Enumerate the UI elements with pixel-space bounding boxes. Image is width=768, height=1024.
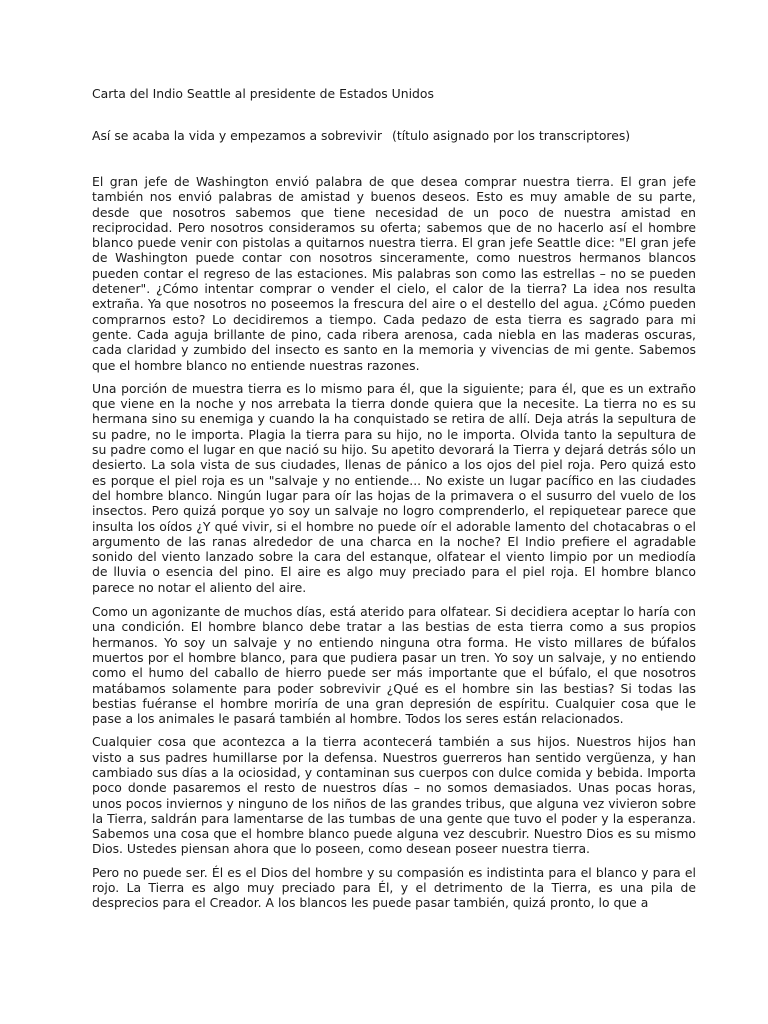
document-body — [92, 174, 696, 919]
document-page — [92, 0, 696, 1024]
document-subtitle — [92, 128, 630, 144]
subtitle-note: (título asignado por los transcriptores) — [392, 128, 631, 143]
subtitle-text: Así se acaba la vida y empezamos a sobrevivir — [92, 128, 382, 143]
document-title: Carta del Indio Seattle al presidente de Estados Unidos — [92, 86, 434, 101]
paragraph: El gran jefe de Washington envió palabra de que desea comprar nuestra tierra. El gran jefe también nos envió palabras de amistad y buenos deseos. Esto es muy amable de su parte, desde que nosotros sabemos que tiene necesidad de un poco de nuestra amistad en reciprocidad. Pero nosotros consideramos su oferta; sabemos que de no hacerlo así el hombre blanco puede venir con pistolas a quitarnos nuestra tierra. El gran jefe Seattle dice: "El gran jefe de Washington puede contar con nosotros sinceramente, como nuestros hermanos blancos pueden contar el regreso de las estaciones. Mis palabras son como las estrellas – no se pueden detener". ¿Cómo intentar comprar o vender el cielo, el calor de la tierra? La idea nos resulta extraña. Ya que nosotros no poseemos la frescura del aire o el destello del agua. ¿Cómo pueden comprarnos esto? Lo decidiremos a tiempo. Cada pedazo de esta tierra es sagrado para mi gente. Cada aguja brillante de pino, cada ribera arenosa, cada niebla en las maderas oscuras, cada claridad y zumbido del insecto es santo en la memoria y vivencias de mi gente. Sabemos que el hombre blanco no entiende nuestras razones. — [92, 174, 696, 373]
paragraph: Como un agonizante de muchos días, está aterido para olfatear. Si decidiera aceptar lo haría con una condición. El hombre blanco debe tratar a las bestias de esta tierra como a sus propios hermanos. Yo soy un salvaje y no entiendo ninguna otra forma. He visto millares de búfalos muertos por el hombre blanco, para que pudiera pasar un tren. Yo soy un salvaje, y no entiendo como el humo del caballo de hierro puede ser más importante que el búfalo, el que nosotros matábamos solamente para poder sobrevivir ¿Qué es el hombre sin las bestias? Si todas las bestias fuéranse el hombre moriría de una gran depresión de espíritu. Cualquier cosa que le pase a los animales le pasará también al hombre. Todos los seres están relacionados. — [92, 604, 696, 727]
paragraph: Cualquier cosa que acontezca a la tierra acontecerá también a sus hijos. Nuestros hijos han visto a sus padres humillarse por la defensa. Nuestros guerreros han sentido vergüenza, y han cambiado sus días a la ociosidad, y contaminan sus cuerpos con dulce comida y bebida. Importa poco donde pasaremos el resto de nuestros días – no somos demasiados. Unas pocas horas, unos pocos inviernos y ninguno de los niños de las grandes tribus, que alguna vez vivieron sobre la Tierra, saldrán para lamentarse de las tumbas de una gente que tuvo el poder y la esperanza. Sabemos una cosa que el hombre blanco puede alguna vez descubrir. Nuestro Dios es su mismo Dios. Ustedes piensan ahora que lo poseen, como desean poseer nuestra tierra. — [92, 734, 696, 857]
paragraph: Pero no puede ser. Él es el Dios del hombre y su compasión es indistinta para el blanco y para el rojo. La Tierra es algo muy preciado para Él, y el detrimento de la Tierra, es una pila de desprecios para el Creador. A los blancos les puede pasar también, quizá pronto, lo que a — [92, 864, 696, 911]
paragraph: Una porción de muestra tierra es lo mismo para él, que la siguiente; para él, que es un extraño que viene en la noche y nos arrebata la tierra donde quiera que la necesite. La tierra no es su hermana sino su enemiga y cuando la ha conquistado se retira de allí. Deja atrás la sepultura de su padre, no le importa. Plagia la tierra para su hijo, no le importa. Olvida tanto la sepultura de su padre como el lugar en que nació su hijo. Su apetito devorará la Tierra y dejará detrás sólo un desierto. La sola vista de sus ciudades, llenas de pánico a los ojos del piel roja. Pero quizá esto es porque el piel roja es un "salvaje y no entiende... No existe un lugar pacífico en las ciudades del hombre blanco. Ningún lugar para oír las hojas de la primavera o el susurro del vuelo de los insectos. Pero quizá porque yo soy un salvaje no logro comprenderlo, el repiquetear parece que insulta los oídos ¿Y qué vivir, si el hombre no puede oír el adorable lamento del chotacabras o el argumento de las ranas alrededor de una charca en la noche? El Indio prefiere el agradable sonido del viento lanzado sobre la cara del estanque, olfatear el viento limpio por un mediodía de lluvia o esencia del pino. El aire es algo muy preciado para el piel roja. El hombre blanco parece no notar el aliento del aire. — [92, 380, 696, 595]
